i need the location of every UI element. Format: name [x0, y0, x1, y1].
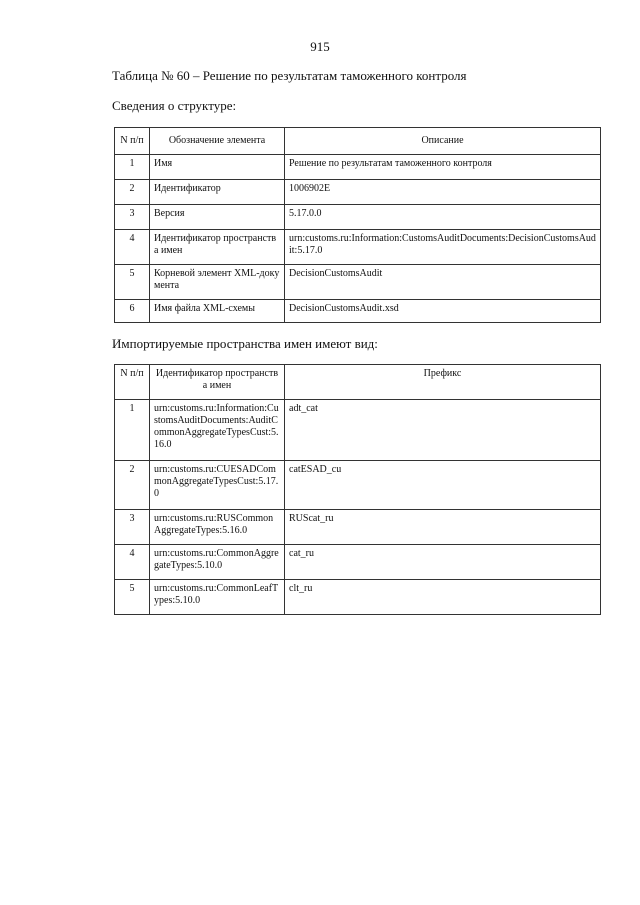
- element-description: DecisionCustomsAudit: [285, 265, 601, 300]
- page-number: 915: [310, 39, 330, 54]
- namespace-prefix: adt_cat: [285, 400, 601, 461]
- column-header-number: N п/п: [115, 128, 150, 155]
- row-number: 4: [115, 230, 150, 265]
- namespace-prefix: clt_ru: [285, 580, 601, 615]
- table-header-row: [115, 128, 601, 155]
- table-header-row: [115, 365, 601, 400]
- element-name: Идентификатор пространства имен: [150, 230, 285, 265]
- row-number: 5: [115, 580, 150, 615]
- table-row: [115, 545, 601, 580]
- table-row: [115, 400, 601, 461]
- element-name: Имя: [150, 155, 285, 180]
- row-number: 5: [115, 265, 150, 300]
- row-number: 2: [115, 461, 150, 510]
- structure-heading: Сведения о структуре:: [112, 98, 237, 113]
- element-description: 1006902E: [285, 180, 601, 205]
- row-number: 3: [115, 205, 150, 230]
- namespace-prefix: RUScat_ru: [285, 510, 601, 545]
- namespace-identifier: urn:customs.ru:CommonAggregateTypes:5.10.0: [150, 545, 285, 580]
- element-name: Версия: [150, 205, 285, 230]
- namespace-prefix: catESAD_cu: [285, 461, 601, 510]
- element-name: Идентификатор: [150, 180, 285, 205]
- table-row: [115, 180, 601, 205]
- column-header-prefix: Префикс: [285, 365, 601, 400]
- imports-table: [114, 364, 601, 615]
- column-header-number: N п/п: [115, 365, 150, 400]
- column-header-description: Описание: [285, 128, 601, 155]
- element-name: Корневой элемент XML-документа: [150, 265, 285, 300]
- namespace-identifier: urn:customs.ru:CommonLeafTypes:5.10.0: [150, 580, 285, 615]
- table-title: Таблица № 60 – Решение по результатам таможенного контроля: [112, 68, 467, 83]
- table-row: [115, 461, 601, 510]
- table-row: [115, 205, 601, 230]
- namespace-prefix: cat_ru: [285, 545, 601, 580]
- structure-table: [114, 127, 601, 323]
- row-number: 2: [115, 180, 150, 205]
- imports-heading: Импортируемые пространства имен имеют вид:: [112, 336, 378, 351]
- table-row: [115, 510, 601, 545]
- element-name: Имя файла XML-схемы: [150, 300, 285, 323]
- row-number: 1: [115, 155, 150, 180]
- element-description: urn:customs.ru:Information:CustomsAuditDocuments:DecisionCustomsAudit:5.17.0: [285, 230, 601, 265]
- element-description: 5.17.0.0: [285, 205, 601, 230]
- table-row: [115, 580, 601, 615]
- table-row: [115, 265, 601, 300]
- row-number: 6: [115, 300, 150, 323]
- table-row: [115, 300, 601, 323]
- element-description: Решение по результатам таможенного контроля: [285, 155, 601, 180]
- table-row: [115, 155, 601, 180]
- namespace-identifier: urn:customs.ru:CUESADCommonAggregateTypesCust:5.17.0: [150, 461, 285, 510]
- element-description: DecisionCustomsAudit.xsd: [285, 300, 601, 323]
- row-number: 3: [115, 510, 150, 545]
- namespace-identifier: urn:customs.ru:Information:CustomsAuditDocuments:AuditCommonAggregateTypesCust:5.16.0: [150, 400, 285, 461]
- row-number: 4: [115, 545, 150, 580]
- column-header-element: Обозначение элемента: [150, 128, 285, 155]
- table-row: [115, 230, 601, 265]
- column-header-namespace: Идентификатор пространства имен: [150, 365, 285, 400]
- row-number: 1: [115, 400, 150, 461]
- namespace-identifier: urn:customs.ru:RUSCommonAggregateTypes:5.16.0: [150, 510, 285, 545]
